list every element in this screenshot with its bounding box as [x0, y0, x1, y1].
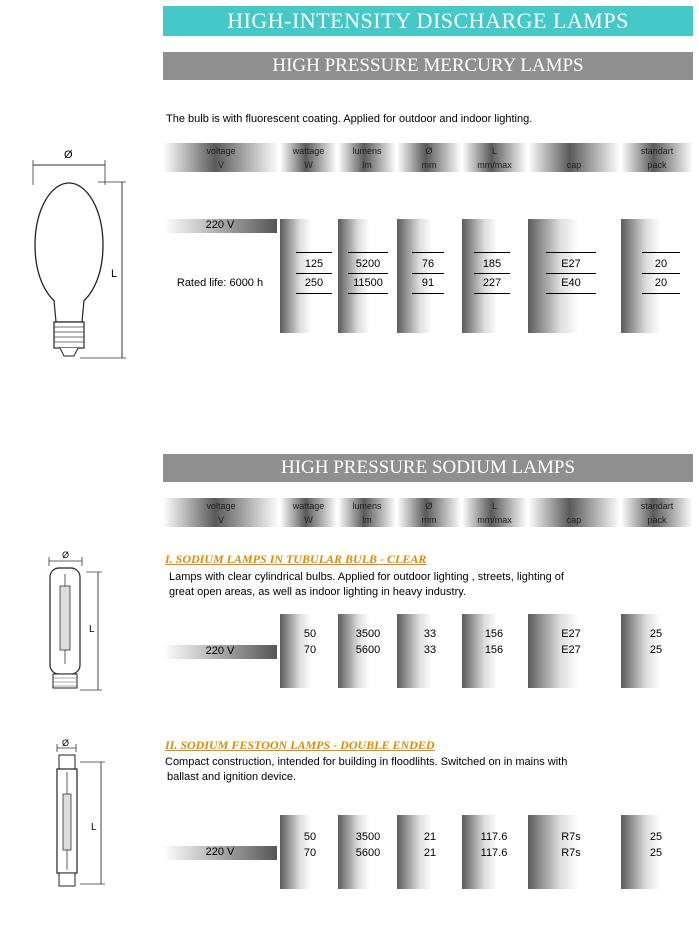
header-voltage-bottom: V — [217, 515, 224, 525]
cell-diameter: 91 — [421, 277, 435, 289]
header-cap-bottom: cap — [566, 515, 582, 525]
header-lumens-bottom: lm — [362, 160, 372, 170]
header-voltage-top: voltage — [206, 501, 236, 511]
header-diameter-bottom: mm — [421, 515, 437, 525]
mercury-description: The bulb is with fluorescent coating. Applied for outdoor and indoor lighting. — [166, 113, 533, 125]
rule — [474, 252, 510, 253]
rule — [348, 293, 388, 294]
cell-diameter: 21 — [423, 831, 437, 843]
festoon-subtitle: II. SODIUM FESTOON LAMPS - DOUBLE ENDED — [165, 738, 435, 752]
tubular-voltage: 220 V — [205, 645, 235, 657]
festoon-length-label: L — [91, 822, 97, 833]
cell-cap: E27 — [561, 644, 581, 656]
cell-length: 156 — [484, 644, 504, 656]
cell-pack: 20 — [654, 277, 668, 289]
cell-wattage: 70 — [303, 847, 317, 859]
header-voltage-bottom: V — [217, 160, 224, 170]
page-title: HIGH-INTENSITY DISCHARGE LAMPS — [163, 6, 693, 36]
cell-diameter: 33 — [423, 644, 437, 656]
header-voltage-top: voltage — [206, 146, 236, 156]
rule — [642, 252, 680, 253]
header-diameter-bottom: mm — [421, 160, 437, 170]
header-diameter — [397, 143, 461, 172]
festoon-voltage: 220 V — [205, 846, 235, 858]
cell-lumens: 5200 — [355, 258, 381, 270]
cell-pack: 25 — [649, 831, 663, 843]
cell-wattage: 50 — [303, 628, 317, 640]
cell-pack: 25 — [649, 847, 663, 859]
cell-cap: E27 — [561, 628, 581, 640]
header-pack-top: standart — [640, 146, 674, 156]
header-lumens-top: lumens — [352, 146, 382, 156]
cell-wattage: 50 — [303, 831, 317, 843]
cell-lumens: 3500 — [355, 831, 381, 843]
cell-cap: E40 — [561, 277, 581, 289]
cell-length: 117.6 — [480, 831, 508, 843]
header-cap — [528, 143, 620, 172]
header-wattage — [280, 143, 337, 172]
festoon-lamp-drawing — [0, 0, 160, 900]
cell-length: 117.6 — [480, 847, 508, 859]
rule — [546, 252, 596, 253]
header-wattage-top: wattage — [292, 146, 325, 156]
festoon-diameter-label: Ø — [62, 738, 70, 748]
header-length-top: L — [491, 146, 497, 156]
header-wattage — [280, 498, 337, 527]
header-diameter-top: Ø — [425, 501, 433, 511]
rule — [546, 293, 596, 294]
header-pack-top: standart — [640, 501, 674, 511]
rule — [412, 293, 444, 294]
cell-wattage: 70 — [303, 644, 317, 656]
festoon-description-line-1: Compact construction, intended for building in floodlihts. Switched on in mains with — [165, 756, 568, 768]
header-diameter-top: Ø — [425, 146, 433, 156]
cell-lumens: 3500 — [355, 628, 381, 640]
festoon-description-line-2: ballast and ignition device. — [167, 771, 297, 783]
header-lumens — [338, 498, 396, 527]
header-voltage — [163, 143, 279, 172]
tubular-subtitle: I. SODIUM LAMPS IN TUBULAR BULB - CLEAR — [165, 552, 427, 566]
header-wattage-bottom: W — [304, 160, 313, 170]
cell-length: 185 — [482, 258, 502, 270]
header-pack — [621, 498, 693, 527]
tubular-length-label: L — [89, 624, 95, 635]
cell-pack: 25 — [649, 628, 663, 640]
tubular-description-line-2: great open areas, as well as indoor lighting in heavy industry. — [169, 586, 466, 598]
header-wattage-bottom: W — [304, 515, 313, 525]
cell-length: 227 — [482, 277, 502, 289]
cell-pack: 25 — [649, 644, 663, 656]
rule — [412, 252, 444, 253]
rule — [642, 293, 680, 294]
cell-lumens: 11500 — [353, 277, 383, 289]
header-diameter — [397, 498, 461, 527]
cell-lumens: 5600 — [355, 847, 381, 859]
mercury-section-title: HIGH PRESSURE MERCURY LAMPS — [163, 52, 693, 80]
sodium-section-title: HIGH PRESSURE SODIUM LAMPS — [163, 454, 693, 482]
header-voltage — [163, 498, 279, 527]
header-pack-bottom: pack — [647, 515, 667, 525]
rule — [348, 252, 388, 253]
header-cap-top — [528, 498, 620, 512]
cell-wattage: 125 — [304, 258, 324, 270]
header-length-bottom: mm/max — [477, 515, 512, 525]
cell-cap: R7s — [561, 847, 581, 859]
mercury-rated-life: Rated life: 6000 h — [176, 277, 264, 289]
header-length — [462, 143, 527, 172]
mercury-voltage: 220 V — [205, 219, 235, 231]
cell-diameter: 76 — [421, 258, 435, 270]
header-pack-bottom: pack — [647, 160, 667, 170]
header-lumens — [338, 143, 396, 172]
header-cap-bottom: cap — [566, 160, 582, 170]
header-pack — [621, 143, 693, 172]
mercury-length-label: L — [111, 268, 118, 280]
header-length — [462, 498, 527, 527]
header-wattage-top: wattage — [292, 501, 325, 511]
header-length-bottom: mm/max — [477, 160, 512, 170]
header-lumens-top: lumens — [352, 501, 382, 511]
header-cap-top — [528, 143, 620, 157]
cell-pack: 20 — [654, 258, 668, 270]
rule — [474, 293, 510, 294]
cell-lumens: 5600 — [355, 644, 381, 656]
cell-diameter: 21 — [423, 847, 437, 859]
cell-cap: E27 — [561, 258, 581, 270]
rule — [296, 293, 332, 294]
tubular-description-line-1: Lamps with clear cylindrical bulbs. Applied for outdoor lighting , streets, lighting of — [169, 571, 564, 583]
cell-diameter: 33 — [423, 628, 437, 640]
rule — [296, 252, 332, 253]
mercury-diameter-label: Ø — [64, 149, 73, 161]
cell-cap: R7s — [561, 831, 581, 843]
tubular-diameter-label: Ø — [62, 550, 70, 560]
header-cap — [528, 498, 620, 527]
header-lumens-bottom: lm — [362, 515, 372, 525]
header-length-top: L — [491, 501, 497, 511]
cell-length: 156 — [484, 628, 504, 640]
cell-wattage: 250 — [304, 277, 324, 289]
